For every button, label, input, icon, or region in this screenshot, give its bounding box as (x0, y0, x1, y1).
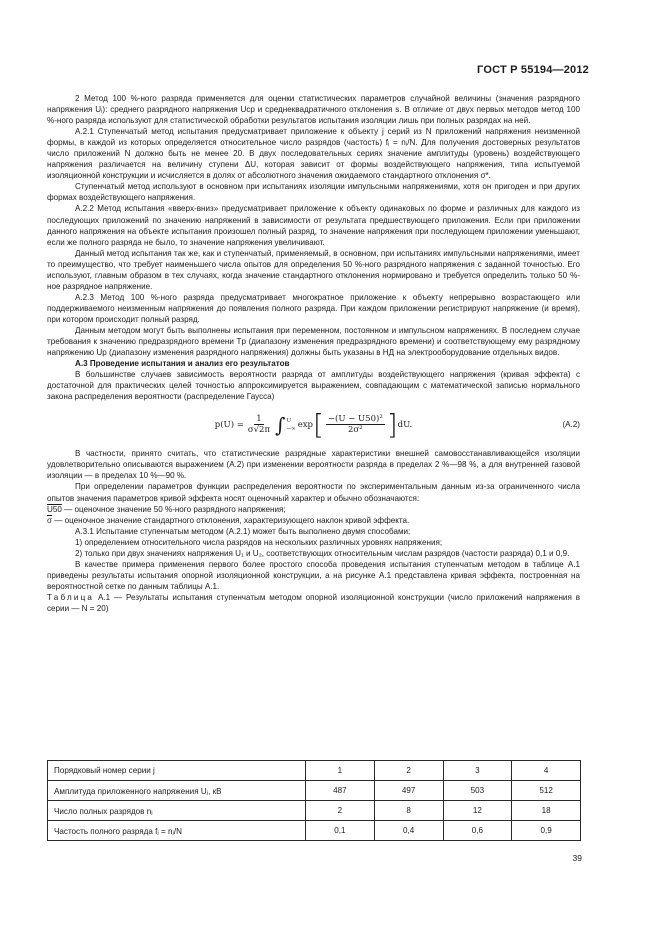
table-cell: 487 (306, 781, 375, 801)
paragraph: В частности, принято считать, что статистические разрядные характеристики внешней самовосстанавливающейся изоляции удовлетворительно описываются выражением (А.2) при изменении вероятности разряда в пределах 2 %—98 %, а для внутренней газовой изоляции — в пределах 10 %—90 %. (47, 449, 580, 481)
exp-numerator: −(U − U50)² (327, 414, 383, 425)
table-cell: 512 (512, 781, 581, 801)
integral-limits (286, 417, 295, 433)
table-cell: 12 (443, 801, 512, 821)
table-cell: 1 (306, 761, 375, 781)
table-cell: 2 (306, 801, 375, 821)
table-caption-label: Таблица (47, 592, 95, 602)
exp-denominator: 2σ² (348, 425, 363, 436)
document-header: ГОСТ Р 55194—2012 (477, 64, 589, 76)
exp-fraction (326, 414, 385, 436)
formula-coefficient (246, 414, 272, 436)
paragraph: При определении параметров функции распределения вероятности по экспериментальным данным из-за ограниченного числа опытов значения параметров кривой эффекта носят оценочный характер и обычно обозначаются: (47, 482, 580, 503)
table-cell: 503 (443, 781, 512, 801)
table-caption (47, 592, 580, 614)
table-cell: 0,4 (374, 821, 443, 841)
paragraph: А.2.3 Метод 100 %-ного разряда предусматривает многократное приложение к объекту непрерывно возрастающего или поддерживаемого неизменным напряжения до появления полного разряда. При каждом приложении регистрируют напряжение (и время), при котором происходит полный разряд. (47, 292, 580, 324)
page-number: 39 (572, 853, 582, 863)
table-cell: 4 (512, 761, 581, 781)
integral-upper-limit: U (286, 418, 292, 425)
paragraph: А.3.1 Испытание ступенчатым методом (А.2.1) может быть выполнено двумя способами: (75, 526, 411, 536)
table-row (48, 781, 581, 801)
coef-denominator: σ√2π (247, 425, 271, 436)
table-cell: 2 (374, 761, 443, 781)
section-title: А.3 Проведение испытания и анализ его результатов (75, 359, 290, 369)
definition-symbol: $\overline{\sigma}$ (47, 515, 52, 525)
section-intro: В большинстве случаев зависимость вероятности разряда от амплитуды воздействующего напряжения (кривая эффекта) с достаточной для практических целей точностью аппроксимируется выражением, совпадающим с математической записью нормального закона распределения вероятности (распределение Гаусса) (47, 370, 580, 402)
table-caption-text: А.1 — Результаты испытания ступенчатым методом опорной изоляционной конструкции (число приложений напряжения в серии — N = 20) (47, 592, 580, 613)
row-label: Порядковый номер серии j (48, 761, 306, 781)
paragraph: А.2.2 Метод испытания «вверх-вниз» предусматривает приложение к объекту одинаковых по форме и различных для каждого из последующих приложений по значению напряжений в зависимости от результата предшествующего приложения. Если при приложении данного напряжения на объекте испытания произошел полный разряд, то значение напряжения при последующем приложении уменьшают, если же полного разряда не было, то значение напряжения увеличивают. (47, 204, 580, 247)
table-row (48, 821, 581, 841)
definition-sigma (47, 515, 580, 526)
table-cell: 0,6 (443, 821, 512, 841)
paragraph: 1) определением относительного числа разрядов на нескольких различных уровнях напряжения; (75, 537, 443, 547)
definition-text: — оценочное значение 50 %-ного разрядного напряжения; (61, 504, 286, 514)
table-cell: 8 (374, 801, 443, 821)
table-cell: 0,9 (512, 821, 581, 841)
formula-a2 (47, 405, 580, 445)
left-bracket: [ (312, 408, 324, 442)
page-body (47, 93, 580, 614)
definition-text: — оценочное значение стандартного отклонения, характеризующего наклон кривой эффекта. (52, 515, 410, 525)
formula-tail: dU. (397, 419, 413, 430)
integral-sign: ∫ (275, 413, 286, 438)
row-label: Амплитуда приложенного напряжения Uⱼ, кВ (48, 781, 306, 801)
paragraph: Данный метод испытания так же, как и ступенчатый, применяемый, в основном, при испытаниях импульсными напряжениями, имеет то преимущество, что требует наименьшего числа опытов для определения 50 %-ного разрядного напряжения с заданной точностью. Его используют, главным образом в тех случаях, когда значение стандартного отклонения нормировано и требуется определить только 50 %-ное разрядное напряжение. (47, 248, 580, 291)
definition-u50 (47, 504, 580, 515)
definition-symbol: U50 (47, 504, 62, 514)
paragraph: В качестве примера применения первого более простого способа проведения испытания ступенчатым методом в таблице А.1 приведены результаты испытания опорной изоляционной конструкции, а на рисунке А.1 представлена кривая эффекта, построенная на вероятностной сетке по данным таблицы А.1. (47, 559, 580, 591)
table-cell: 3 (443, 761, 512, 781)
formula-lhs: p(U) = (214, 419, 244, 430)
row-label: Частость полного разряда fⱼ = nⱼ/N (48, 821, 306, 841)
exp-label: exp (297, 419, 313, 430)
paragraph: 2 Метод 100 %-ного разряда применяется для оценки статистических параметров случайной величины (значения разрядного напряжения Uᵢ): среднего разрядного напряжения Uср и среднеквадратичного отклонения s. В отличие от двух первых методов метод 100 %-ного разряда используют для статистической обработки результатов испытания изоляции лишь при полных разрядах на ней. (47, 94, 580, 126)
formula-number: (А.2) (562, 420, 580, 430)
integral-lower-limit: −∞ (286, 426, 296, 433)
coef-numerator: 1 (256, 414, 262, 425)
paragraph: 2) только при двух значениях напряжения U₁ и U₂, соответствующих относительным числам разрядов (частости разряда) 0,1 и 0,9. (75, 548, 570, 558)
table-row (48, 801, 581, 821)
results-table (47, 760, 581, 841)
row-label: Число полных разрядов nⱼ (48, 801, 306, 821)
table-cell: 18 (512, 801, 581, 821)
right-bracket: ] (386, 408, 398, 442)
table-cell: 497 (374, 781, 443, 801)
paragraph: Ступенчатый метод используют в основном при испытаниях изоляции импульсными напряжениями, хотя он пригоден и при других формах воздействующего напряжения. (47, 182, 580, 203)
paragraph: Данным методом могут быть выполнены испытания при переменном, постоянном и импульсном напряжениях. В последнем случае требования к значению предразрядного времени Tр (диапазону изменения предразрядного времени) и соответствующему ему разрядному напряжению Uр (диапазону изменения разрядного напряжения) должны быть указаны в НД на электрооборудование отдельных видов. (47, 325, 580, 358)
table-row (48, 761, 581, 781)
table-cell: 0,1 (306, 821, 375, 841)
paragraph: А.2.1 Ступенчатый метод испытания предусматривает приложение к объекту j серий из N приложений напряжения неизменной формы, в каждой из которых определяется относительное число разрядов (частость) fⱼ = nⱼ/N. Для получения достоверных результатов число приложений N должно быть не менее 20. В двух последовательных сериях значение амплитуды (уровень) воздействующего напряжения различается на величину ступени ΔU, которая зависит от формы воздействующего напряжения, типа испытуемой изоляционной конструкции и исчисляется в долях от абсолютного значения ожидаемого стандартного отклонения σ*. (47, 127, 580, 181)
